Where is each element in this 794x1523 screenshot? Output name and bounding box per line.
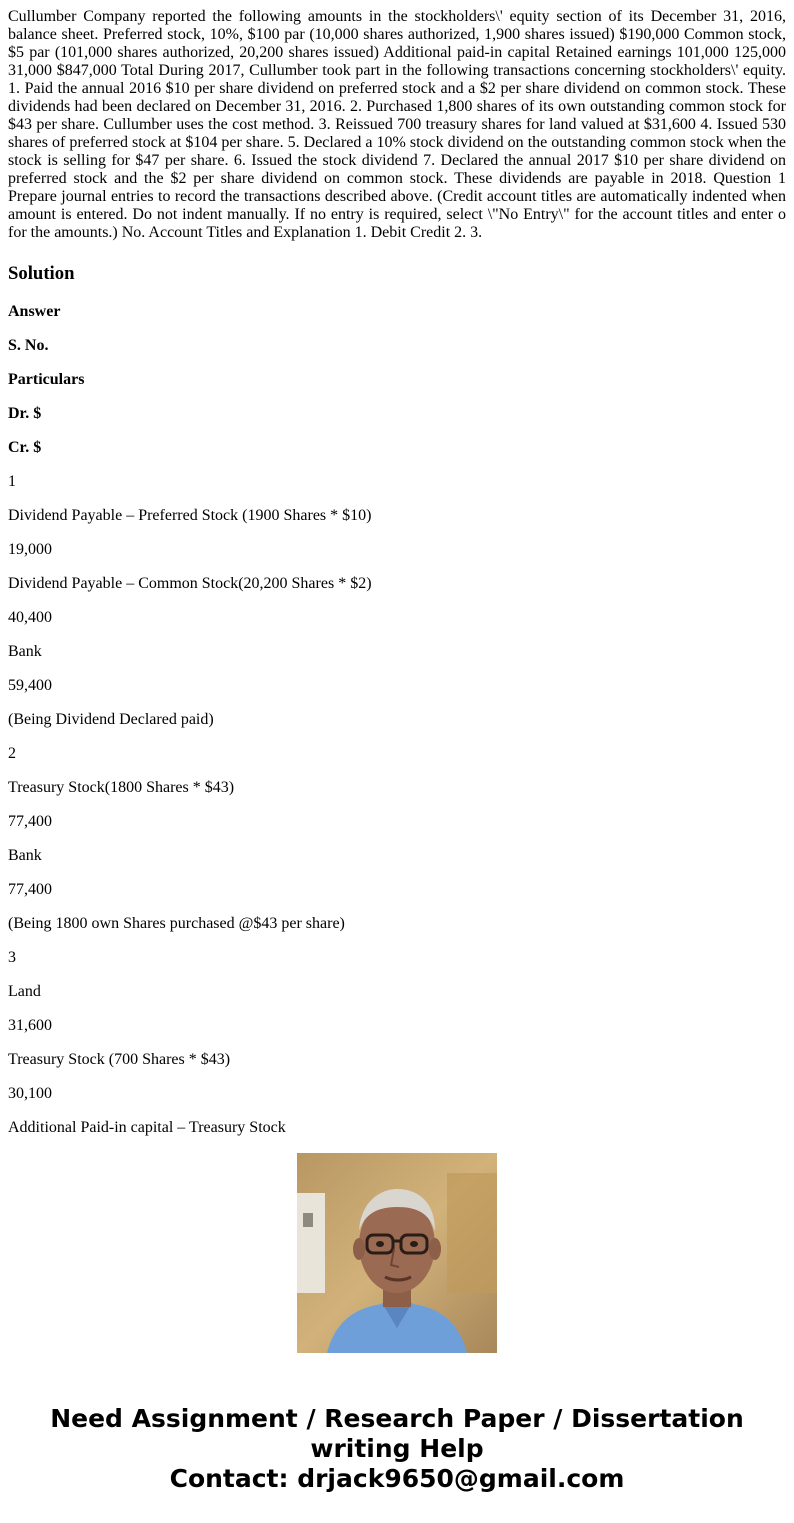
entry-line: 30,100 [8, 1085, 52, 1102]
banner-line-1: Need Assignment / Research Paper / Dissertation [50, 1404, 744, 1433]
answer-block [8, 303, 786, 1137]
column-header-particulars: Particulars [8, 371, 85, 388]
entry-line: 40,400 [8, 609, 52, 626]
entry-line: Dividend Payable – Preferred Stock (1900 Shares * $10) [8, 507, 372, 524]
entry-line: Treasury Stock (700 Shares * $43) [8, 1051, 231, 1068]
banner-line-2: writing Help [310, 1434, 484, 1463]
column-header-debit: Dr. $ [8, 405, 42, 422]
answer-heading: Answer [8, 303, 61, 320]
question-text: Cullumber Company reported the following amounts in the stockholders\' equity section of its December 31, 2016, balance sheet. Preferred stock, 10%, $100 par (10,000 shares authorized, 1,900 shares issued) $190,000 Common stock, $5 par (101,000 shares authorized, 20,200 shares issued) Additional paid-in capital Retained earnings 101,000 125,000 31,000 $847,000 Total During 2017, Cullumber took part in the following transactions concerning stockholders\' equity. 1. Paid the annual 2016 $10 per share dividend on preferred stock and a $2 per share dividend on common stock. These dividends had been declared on December 31, 2016. 2. Purchased 1,800 shares of its own outstanding common stock for $43 per share. Cullumber uses the cost method. 3. Reissued 700 treasury shares for land valued at $31,600 4. Issued 530 shares of preferred stock at $104 per share. 5. Declared a 10% stock dividend on the outstanding common stock when the stock is selling for $47 per share. 6. Issued the stock dividend 7. Declared the annual 2017 $10 per share dividend on preferred stock and the $2 per share dividend on common stock. These dividends are payable in 2018. Question 1 Prepare journal entries to record the transactions described above. (Credit account titles are automatically indented when amount is entered. Do not indent manually. If no entry is required, select \"No Entry\" for the account titles and enter o for the amounts.) No. Account Titles and Explanation 1. Debit Credit 2. 3. [8, 8, 786, 241]
entry-line: 31,600 [8, 1017, 52, 1034]
entry-line: (Being Dividend Declared paid) [8, 711, 214, 728]
solution-heading: Solution [8, 263, 75, 284]
entry-line: Additional Paid-in capital – Treasury Stock [8, 1119, 286, 1136]
avatar [297, 1153, 497, 1353]
entry-line: Dividend Payable – Common Stock(20,200 Shares * $2) [8, 575, 372, 592]
entry-line: (Being 1800 own Shares purchased @$43 per share) [8, 915, 345, 932]
entry-line: 77,400 [8, 813, 52, 830]
document-content [8, 8, 786, 1136]
entry-line: 1 [8, 473, 16, 490]
entry-line: 19,000 [8, 541, 52, 558]
column-header-credit: Cr. $ [8, 439, 42, 456]
entry-line: 59,400 [8, 677, 52, 694]
avatar-portrait-image [297, 1153, 497, 1353]
entry-line: Land [8, 983, 41, 1000]
entry-line: 77,400 [8, 881, 52, 898]
entry-line: Bank [8, 643, 42, 660]
contact-banner [0, 1404, 794, 1494]
column-header-sno: S. No. [8, 337, 49, 354]
entry-line: Treasury Stock(1800 Shares * $43) [8, 779, 235, 796]
banner-contact: Contact: drjack9650@gmail.com [169, 1464, 625, 1493]
entry-line: 3 [8, 949, 16, 966]
entry-line: Bank [8, 847, 42, 864]
entry-line: 2 [8, 745, 16, 762]
